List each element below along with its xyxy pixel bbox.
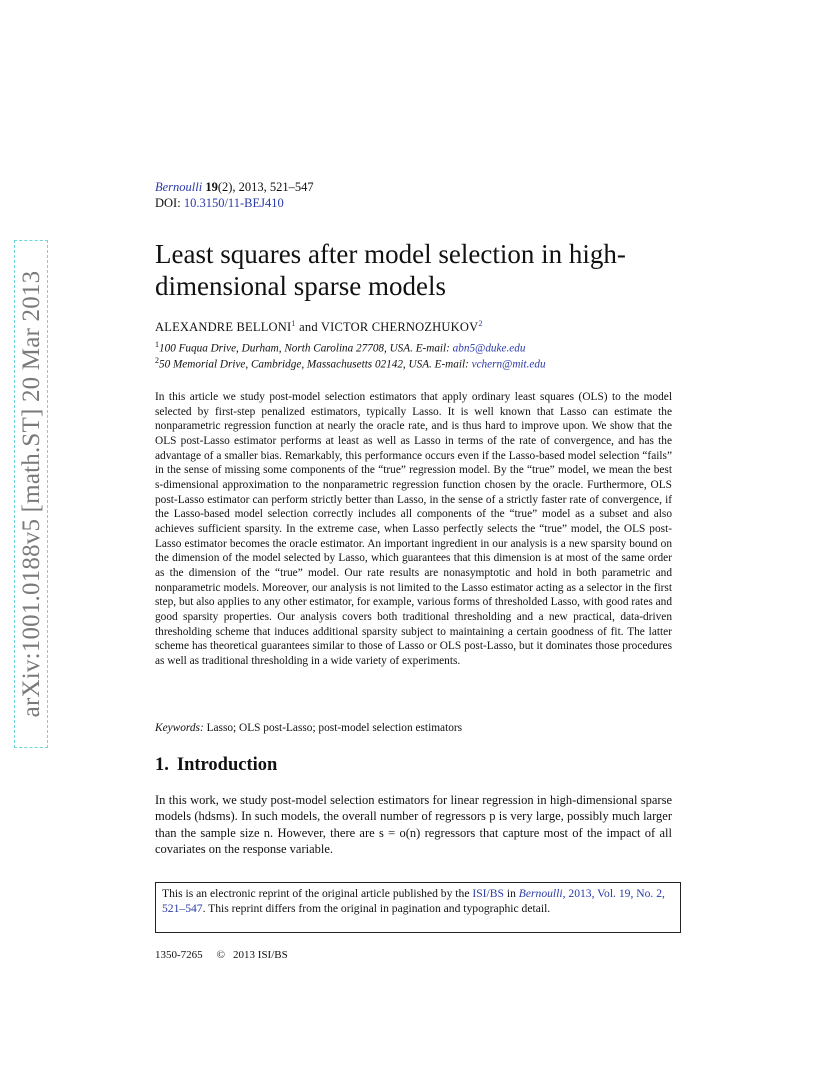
affiliation-2-text: 50 Memorial Drive, Cambridge, Massachusetts 02142, USA. E-mail: bbox=[159, 358, 469, 371]
reprint-journal: Bernoulli bbox=[518, 887, 563, 900]
reprint-citation: , 2013, Vol. 19, No. 2, 521–547 bbox=[162, 887, 665, 916]
paper-title: Least squares after model selection in high-dimensional sparse models bbox=[155, 239, 626, 301]
reprint-text-2: in bbox=[506, 887, 516, 900]
reprint-notice-box bbox=[155, 882, 681, 933]
email-link-2[interactable]: vchern@mit.edu bbox=[471, 358, 546, 371]
authors-line bbox=[155, 318, 483, 335]
section-number: 1. bbox=[155, 755, 169, 775]
author-2: VICTOR CHERNOZHUKOV bbox=[320, 320, 479, 335]
keywords-text: Lasso; OLS post-Lasso; post-model selection estimators bbox=[206, 722, 463, 734]
reprint-text-3: . This reprint differs from the original in pagination and typographic detail. bbox=[202, 902, 551, 916]
affiliation-1-text: 100 Fuqua Drive, Durham, North Carolina 27708, USA. E-mail: bbox=[159, 342, 450, 355]
section-heading bbox=[155, 755, 277, 776]
journal-citation bbox=[155, 180, 314, 195]
keywords bbox=[155, 722, 462, 734]
copyright-text: 2013 ISI/BS bbox=[233, 949, 288, 961]
section-title: Introduction bbox=[176, 755, 278, 775]
arxiv-stamp-text: arXiv:1001.0188v5 [math.ST] 20 Mar 2013 bbox=[18, 270, 45, 718]
journal-issue-pages: (2), 2013, 521–547 bbox=[217, 180, 314, 194]
reprint-text-1: This is an electronic reprint of the original article published by the bbox=[162, 887, 470, 900]
journal-name-link[interactable]: Bernoulli bbox=[155, 180, 203, 194]
doi-link[interactable]: 10.3150/11-BEJ410 bbox=[183, 196, 284, 210]
issn: 1350-7265 bbox=[155, 949, 203, 961]
arxiv-sidebar-stamp bbox=[14, 240, 50, 750]
affiliation-2-mark: 2 bbox=[155, 356, 159, 365]
authors-and: and bbox=[299, 320, 318, 335]
abstract: In this article we study post-model selection estimators that apply ordinary least squares (OLS) to the model selected by first-step penalized estimators, typically Lasso. It is well known that Lasso can estimate the nonparametric regression function at nearly the oracle rate, and is thus hard to improve upon. We show that the OLS post-Lasso estimator performs at least as well as Lasso in terms of the rate of convergence, and has the advantage of a smaller bias. Remarkably, this performance occurs even if the Lasso-based model selection “fails” in the sense of missing some components of the “true” regression model. By the “true” model, we mean the best s-dimensional approximation to the nonparametric regression function chosen by the oracle. Furthermore, OLS post-Lasso estimator can perform strictly better than Lasso, in the sense of a strictly faster rate of convergence, if the Lasso-based model selection correctly includes all components of the “true” model as a subset and also achieves sufficient sparsity. In the extreme case, when Lasso perfectly selects the “true” model, the OLS post-Lasso estimator becomes the oracle estimator. An important ingredient in our analysis is a new sparsity bound on the dimension of the model selected by Lasso, which guarantees that this dimension is at most of the same order as the dimension of the “true” model. Our rate results are nonasymptotic and hold in both parametric and nonparametric models. Moreover, our analysis is not limited to the Lasso estimator acting as a selector in the first step, but also applies to any other estimator, for example, various forms of thresholded Lasso, with good rates and good sparsity properties. Our analysis covers both traditional thresholding and a new practical, data-driven thresholding scheme that induces additional sparsity subject to maintaining a certain goodness of fit. The latter scheme has theoretical guarantees similar to those of Lasso or OLS post-Lasso, but it dominates those procedures as well as traditional thresholding in a wide variety of experiments. bbox=[155, 391, 672, 667]
author-2-affil-ref[interactable]: 2 bbox=[478, 318, 483, 328]
publisher-link[interactable]: ISI/BS bbox=[472, 887, 504, 900]
author-1-affil-ref[interactable]: 1 bbox=[291, 318, 296, 328]
footer-line bbox=[155, 949, 288, 961]
journal-volume: 19 bbox=[205, 180, 218, 194]
affiliation-2 bbox=[155, 356, 546, 371]
keywords-label: Keywords: bbox=[155, 722, 204, 734]
doi-line bbox=[155, 196, 284, 211]
copyright-symbol: © bbox=[216, 949, 226, 961]
affiliation-1-mark: 1 bbox=[155, 340, 159, 349]
email-link-1[interactable]: abn5@duke.edu bbox=[452, 342, 526, 355]
doi-label: DOI: bbox=[155, 196, 181, 210]
author-1: ALEXANDRE BELLONI bbox=[155, 320, 292, 335]
intro-paragraph: In this work, we study post-model selection estimators for linear regression in high-dimensional sparse models (hdsms). In such models, the overall number of regressors p is very large, possibly much larger than the sample size n. However, there are s = o(n) regressors that capture most of the impact of all covariates on the response variable. bbox=[155, 793, 672, 857]
affiliation-1 bbox=[155, 340, 525, 355]
